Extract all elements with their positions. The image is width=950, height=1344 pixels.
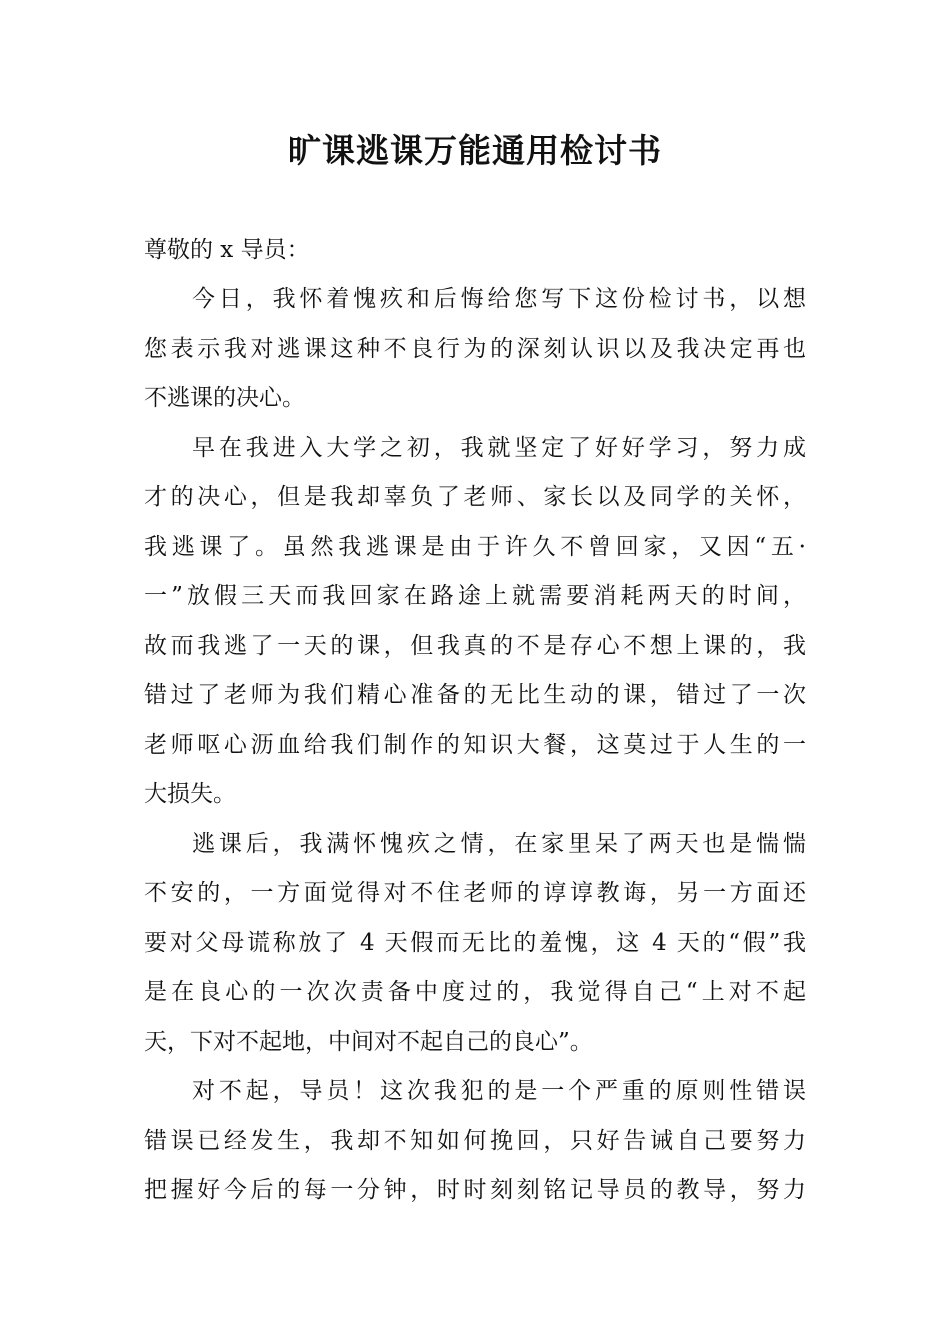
paragraph-line: 老师呕心沥血给我们制作的知识大餐，这莫过于人生的一 (144, 731, 806, 758)
paragraph-line: 今日，我怀着愧疚和后悔给您写下这份检讨书，以想 (192, 286, 806, 312)
paragraph-line: 对不起，导员！这次我犯的是一个严重的原则性错误 (192, 1078, 806, 1104)
paragraph-line: 故而我逃了一天的课，但我真的不是存心不想上课的，我 (144, 632, 806, 659)
paragraph-2 (144, 424, 806, 820)
paragraph-line: 一”放假三天而我回家在路途上就需要消耗两天的时间， (144, 583, 806, 609)
paragraph-line: 不安的，一方面觉得对不住老师的谆谆教诲，另一方面还 (144, 880, 806, 906)
paragraph-line: 把握好今后的每一分钟，时时刻刻铭记导员的教导，努力 (144, 1177, 806, 1203)
paragraph-line: 才的决心，但是我却辜负了老师、家长以及同学的关怀， (144, 484, 806, 510)
paragraph-line: 要对父母谎称放了 4 天假而无比的羞愧，这 4 天的“假”我 (144, 929, 806, 956)
paragraph-line: 错过了老师为我们精心准备的无比生动的课，错过了一次 (144, 682, 806, 708)
paragraph-line: 错误已经发生，我却不知如何挽回，只好告诫自己要努力 (144, 1127, 806, 1154)
paragraph-line: 您表示我对逃课这种不良行为的深刻认识以及我决定再也 (144, 335, 806, 362)
paragraph-line: 逃课后，我满怀愧疚之情，在家里呆了两天也是惴惴 (192, 830, 806, 857)
paragraph-line: 是在良心的一次次责备中度过的，我觉得自己“上对不起 (144, 979, 806, 1005)
salutation: 尊敬的 x 导员： (144, 237, 310, 263)
paragraph-1 (144, 275, 806, 424)
document-title: 旷课逃课万能通用检讨书 (288, 131, 662, 170)
paragraph-3 (144, 820, 806, 1068)
paragraph-line: 不逃课的决心。 (144, 385, 305, 411)
document-body (144, 226, 806, 1216)
paragraph-4 (144, 1067, 806, 1216)
paragraph-line: 大损失。 (144, 781, 236, 807)
paragraph-line: 天，下对不起地，中间对不起自己的良心”。 (144, 1028, 593, 1055)
paragraph-line: 我逃课了。虽然我逃课是由于许久不曾回家，又因“五· (144, 533, 806, 560)
paragraph-line: 早在我进入大学之初，我就坚定了好好学习，努力成 (192, 434, 806, 461)
